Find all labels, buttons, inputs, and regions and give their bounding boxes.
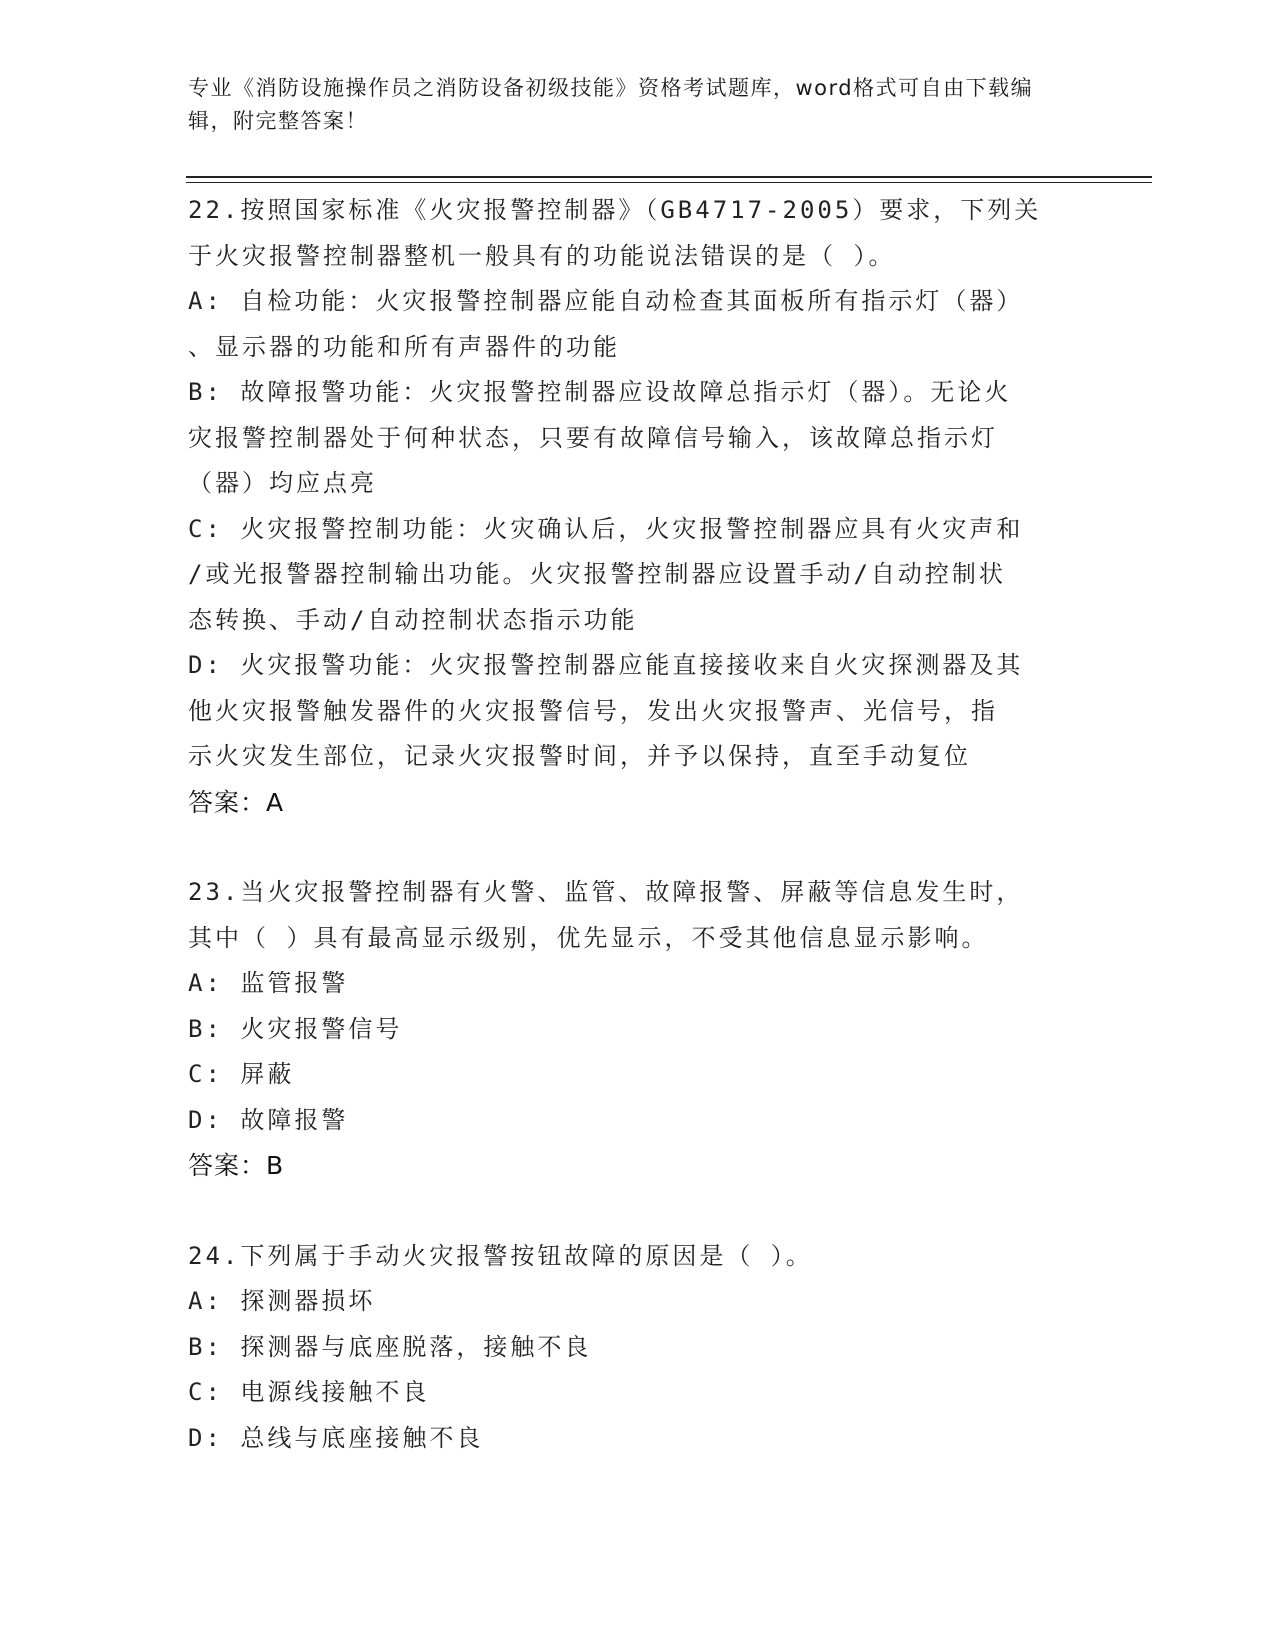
question-23 (188, 870, 1088, 1189)
option-line: 态转换、手动/自动控制状态指示功能 (188, 605, 638, 634)
question-spacer (188, 825, 1088, 870)
question-24 (188, 1234, 1088, 1462)
question-stem-line: 24.下列属于手动火灾报警按钮故障的原因是（ ）。 (188, 1241, 813, 1270)
option-line: A: 监管报警 (188, 969, 349, 997)
option-line: C: 屏蔽 (188, 1060, 295, 1088)
question-stem-line: 于火灾报警控制器整机一般具有的功能说法错误的是（ ）。 (188, 241, 896, 270)
option-line: 、显示器的功能和所有声器件的功能 (188, 332, 620, 361)
option-line: B: 火灾报警信号 (188, 1014, 403, 1043)
question-list (188, 188, 1088, 1461)
option-line: C: 电源线接触不良 (188, 1378, 430, 1406)
question-stem-line: 22.按照国家标准《火灾报警控制器》（GB4717-2005）要求，下列关 (188, 196, 1042, 224)
question-stem-line: 其中（ ）具有最高显示级别，优先显示，不受其他信息显示影响。 (188, 923, 989, 952)
question-spacer (188, 1189, 1088, 1234)
option-line: C: 火灾报警控制功能：火灾确认后，火灾报警控制器应具有火灾声和 (188, 514, 1024, 543)
question-22 (188, 188, 1088, 825)
question-stem-line: 23.当火灾报警控制器有火警、监管、故障报警、屏蔽等信息发生时， (188, 878, 1024, 906)
option-line: A: 探测器损坏 (188, 1287, 376, 1315)
option-line: D: 火灾报警功能：火灾报警控制器应能直接接收来自火灾探测器及其 (188, 651, 1024, 679)
answer-line: 答案：A (188, 787, 285, 817)
option-line: 灾报警控制器处于何种状态，只要有故障信号输入，该故障总指示灯 (188, 423, 998, 452)
option-line: （器）均应点亮 (188, 469, 377, 497)
header-divider-thick (186, 176, 1152, 178)
option-line: B: 探测器与底座脱落，接触不良 (188, 1332, 592, 1361)
header-divider-thin (186, 182, 1152, 183)
option-line: D: 故障报警 (188, 1105, 349, 1134)
document-header: 专业《消防设施操作员之消防设备初级技能》资格考试题库，word格式可自由下载编辑，附完整答案！ (188, 76, 1034, 133)
option-line: D: 总线与底座接触不良 (188, 1423, 484, 1452)
option-line: B: 故障报警功能：火灾报警控制器应设故障总指示灯（器）。无论火 (188, 378, 1012, 406)
option-line: 他火灾报警触发器件的火灾报警信号，发出火灾报警声、光信号，指 (188, 696, 998, 725)
option-line: A: 自检功能：火灾报警控制器应能自动检查其面板所有指示灯（器） (188, 287, 1024, 315)
answer-line: 答案：B (188, 1151, 285, 1180)
option-line: 示火灾发生部位，记录火灾报警时间，并予以保持，直至手动复位 (188, 742, 971, 770)
option-line: /或光报警器控制输出功能。火灾报警控制器应设置手动/自动控制状 (188, 560, 1006, 588)
